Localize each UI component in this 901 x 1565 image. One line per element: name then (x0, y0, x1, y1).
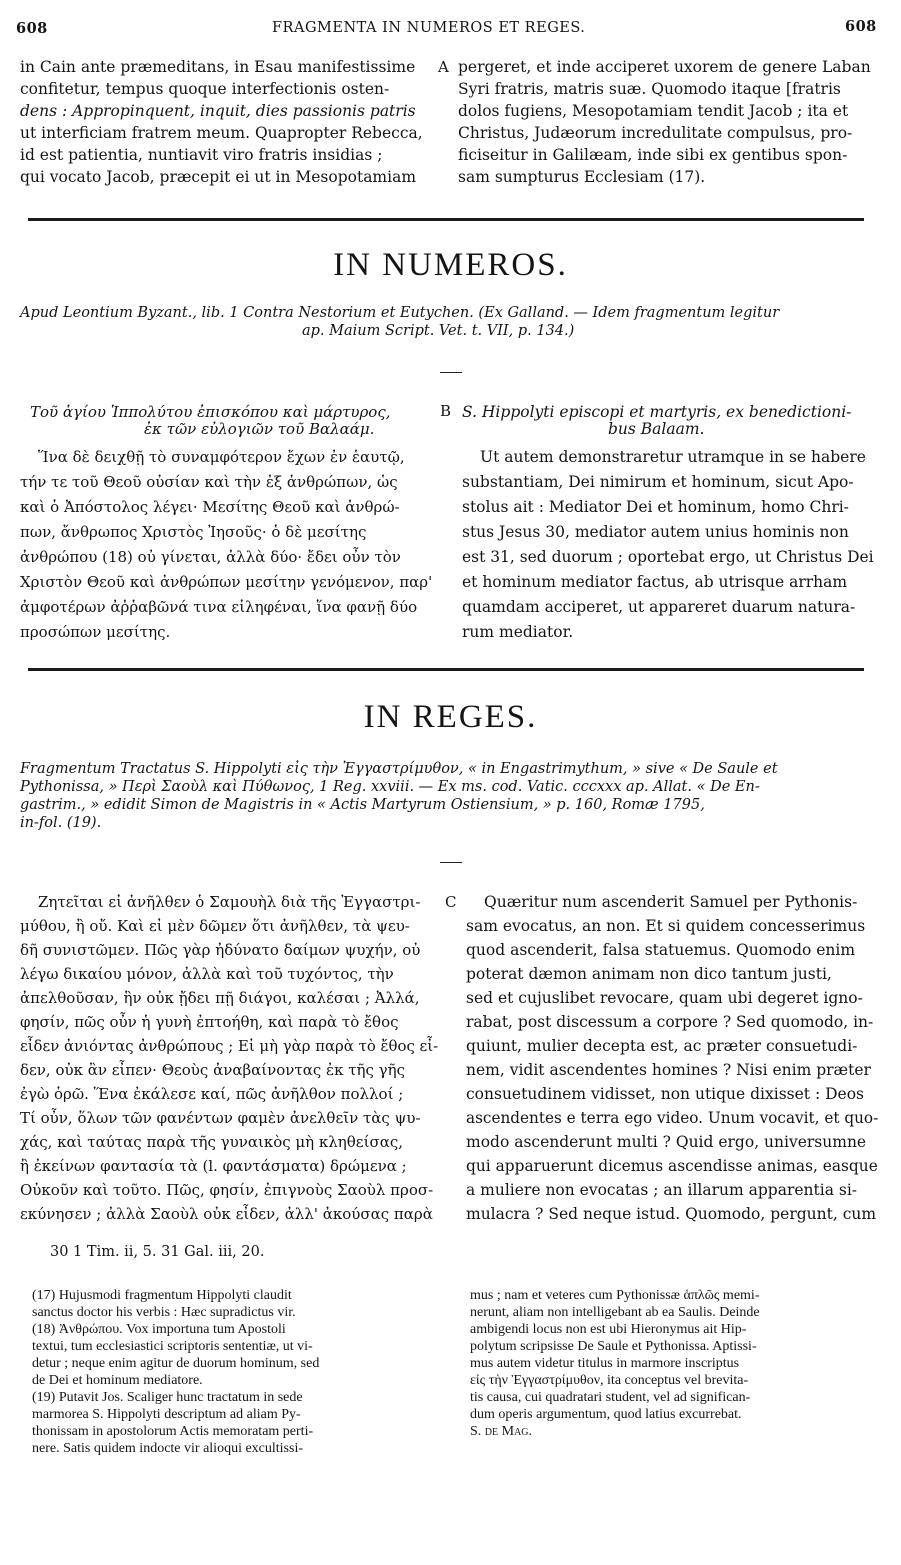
greek-heading: Τοῦ ἁγίου Ἱππολύτου ἐπισκόπου καὶ μάρτυρος, (30, 403, 391, 421)
greek-line: δῆ συνιστῶμεν. Πῶς γὰρ ἠδύνατο δαίμων ψυχήν, οὐ (20, 941, 421, 959)
greek-line: ἀνθρώπου (18) οὐ γίνεται, ἀλλὰ δύο· ἔδει οὖν τὸν (20, 548, 401, 566)
text-line: dolos fugiens, Mesopotamiam tendit Jacob ; ita et (458, 102, 849, 120)
latin-line: substantiam, Dei nimirum et hominum, sicut Apo- (462, 473, 854, 491)
latin-line: poterat dæmon animam non dico tantum justi, (466, 965, 832, 983)
latin-line: Ut autem demonstraretur utramque in se habere (480, 448, 866, 466)
footnote-line: nere. Satis quidem indocte vir alioqui excultissi- (32, 1441, 303, 1456)
footnote-line: sanctus doctor his verbis : Hæc supradictus vir. (32, 1305, 296, 1320)
latin-line: ascendentes e terra ego video. Unum vocavit, et quo- (466, 1109, 879, 1127)
greek-line: προσώπων μεσίτης. (20, 623, 171, 641)
greek-line: εἶδεν ἀνιόντας ἀνθρώπους ; Εἰ μὴ γὰρ παρὰ τὸ ἔθος εἶ- (20, 1037, 439, 1055)
greek-line: φησίν, πῶς οὖν ἡ γυνὴ ἐπτοήθη, καὶ παρὰ τὸ ἔθος (20, 1013, 399, 1031)
footnote-line: ambigendi locus non est ubi Hieronymus ait Hip- (470, 1322, 747, 1337)
column-marker-a: A (438, 58, 449, 76)
latin-heading: S. Hippolyti episcopi et martyris, ex benedictioni- (462, 403, 852, 421)
text-line: ut interficiam fratrem meum. Quapropter Rebecca, (20, 124, 423, 142)
greek-heading: ἐκ τῶν εὐλογιῶν τοῦ Βαλαάμ. (144, 420, 375, 438)
latin-line: a muliere non evocatas ; an illarum apparentia si- (466, 1181, 858, 1199)
greek-line: ἢ ἐκείνων φαντασία τὰ (l. φαντάσματα) δρώμενα ; (20, 1157, 407, 1175)
separator-dash (440, 372, 462, 373)
running-title: FRAGMENTA IN NUMEROS ET REGES. (272, 20, 586, 36)
section-rule (28, 668, 864, 671)
footnote-line: marmorea S. Hippolyti descriptum ad aliam Py- (32, 1407, 301, 1422)
footnote-line: detur ; neque enim agitur de duorum hominum, sed (32, 1356, 320, 1371)
footnote-line: (17) Hujusmodi fragmentum Hippolyti claudit (32, 1288, 292, 1303)
greek-line: μύθου, ἢ οὔ. Καὶ εἰ μὲν δῶμεν ὅτι ἀνῆλθεν, τὰ ψευ- (20, 917, 410, 935)
footnote-line: polytum scripsisse De Saule et Pythonissa. Aptissi- (470, 1339, 757, 1354)
text-line: confitetur, tempus quoque interfectionis osten- (20, 80, 390, 98)
latin-line: quod ascenderit, falsa statuemus. Quomodo enim (466, 941, 856, 959)
separator-dash (440, 862, 462, 863)
latin-line: qui apparuerunt dicemus ascendisse animas, easque (466, 1157, 878, 1175)
greek-line: εκύνησεν ; ἀλλὰ Σαοὺλ οὐκ εἶδεν, ἀλλ' ἀκούσας παρὰ (20, 1205, 433, 1223)
latin-line: quiunt, mulier decepta est, ac præter consuetudi- (466, 1037, 858, 1055)
footnote-line: thonissam in apostolorum Actis memoratam perti- (32, 1424, 314, 1439)
latin-line: quamdam acciperet, ut appareret duarum natura- (462, 598, 856, 616)
text-line: Syri fratris, matris suæ. Quomodo itaque [fratris (458, 80, 841, 98)
section-title-reges: IN REGES. (363, 699, 538, 735)
latin-line: sam evocatus, an non. Et si quidem concesserimus (466, 917, 866, 935)
footnote-line: tis causa, cui quadratari student, vel ad significan- (470, 1390, 751, 1405)
source-note: ap. Maium Script. Vet. t. VII, p. 134.) (302, 323, 575, 339)
footnote-signature: S. de Mag. (470, 1424, 533, 1439)
section-rule (28, 218, 864, 221)
greek-line: τήν τε τοῦ Θεοῦ οὐσίαν καὶ τὴν ἐξ ἀνθρώπων, ὡς (20, 473, 398, 491)
footnote-line: mus autem videtur titulus in marmore inscriptus (470, 1356, 740, 1371)
footnote-line: nerunt, aliam non intelligebant ab ea Saulis. Deinde (470, 1305, 760, 1320)
latin-line: modo ascenderunt multi ? Quid ergo, universumne (466, 1133, 867, 1151)
text-line: pergeret, et inde acciperet uxorem de genere Laban (458, 58, 871, 76)
source-note: in-fol. (19). (20, 815, 102, 831)
text-line: in Cain ante præmeditans, in Esau manifestissime (20, 58, 416, 76)
source-note: Pythonissa, » Περὶ Σαοὺλ καὶ Πύθωνος, 1 Reg. xxviii. — Ex ms. cod. Vatic. cccxxx ap. Allat. « De En- (20, 779, 760, 795)
greek-line: ἀμφοτέρων ἀῤῥαβῶνά τινα εἰληφέναι, ἵνα φανῇ δύο (20, 598, 418, 616)
section-title-numeros: IN NUMEROS. (333, 247, 568, 283)
column-marker-b: B (440, 402, 452, 420)
latin-line: rabat, post discessum a corpore ? Sed quomodo, in- (466, 1013, 874, 1031)
greek-line: δεν, οὐκ ἂν εἶπεν· Θεοὺς ἀναβαίνοντας ἐκ τῆς γῆς (20, 1061, 406, 1079)
latin-line: consuetudinem vidisset, non utique dixisset : Deos (466, 1085, 864, 1103)
greek-line: Ζητεῖται εἰ ἀνῆλθεν ὁ Σαμουὴλ διὰ τῆς Ἐγγαστρι- (38, 893, 421, 911)
footnote-line: dum operis argumentum, quod latius excurrebat. (470, 1407, 742, 1422)
latin-line: stolus ait : Mediator Dei et hominum, homo Chri- (462, 498, 849, 516)
page-number-right: 608 (845, 18, 877, 35)
footnote-line: εἰς τὴν Ἐγγαστρίμυθον, ita conceptus vel brevita- (470, 1373, 749, 1388)
footnote-line: de Dei et hominum mediatore. (32, 1373, 203, 1388)
source-note: gastrim., » edidit Simon de Magistris in « Actis Martyrum Ostiensium, » p. 160, Romæ 1795, (20, 797, 705, 813)
text-line: dens : Appropinquent, inquit, dies passionis patris (20, 102, 416, 120)
footnote-line: textui, tum ecclesiastici scriptoris sententiæ, ut vi- (32, 1339, 313, 1354)
greek-line: πων, ἄνθρωπος Χριστὸς Ἰησοῦς· ὁ δὲ μεσίτης (20, 523, 367, 541)
latin-heading: bus Balaam. (608, 420, 705, 438)
latin-line: nem, vidit ascendentes homines ? Nisi enim præter (466, 1061, 871, 1079)
source-note: Apud Leontium Byzant., lib. 1 Contra Nestorium et Eutychen. (Ex Galland. — Idem fragmentum legitur (20, 305, 780, 321)
greek-line: Οὐκοῦν καὶ τοῦτο. Πῶς, φησίν, ἐπιγνοὺς Σαοὺλ προσ- (20, 1181, 434, 1199)
footnote-line: (19) Putavit Jos. Scaliger hunc tractatum in sede (32, 1390, 303, 1405)
latin-line: mulacra ? Sed neque istud. Quomodo, pergunt, cum (466, 1205, 877, 1223)
text-line: ficiseitur in Galilæam, inde sibi ex gentibus spon- (458, 146, 848, 164)
greek-line: ἐγὼ ὁρῶ. Ἕνα ἐκάλεσε καί, πῶς ἀνῆλθον πολλοί ; (20, 1085, 404, 1103)
text-line: id est patientia, nuntiavit viro fratris insidias ; (20, 146, 383, 164)
greek-line: Ἵνα δὲ δειχθῇ τὸ συναμφότερον ἔχων ἐν ἑαυτῷ, (38, 448, 405, 466)
text-line: qui vocato Jacob, præcepit ei ut in Mesopotamiam (20, 168, 417, 186)
latin-line: stus Jesus 30, mediator autem unius hominis non (462, 523, 849, 541)
greek-line: χάς, καὶ ταύτας παρὰ τῆς γυναικὸς μὴ κληθείσας, (20, 1133, 403, 1151)
column-marker-c: C (445, 893, 457, 911)
latin-line: Quæritur num ascenderit Samuel per Pythonis- (484, 893, 858, 911)
footnote-line: (18) Ἀνθρώπου. Vox importuna tum Apostoli (32, 1322, 286, 1337)
greek-line: λέγω δικαίου μόνον, ἀλλὰ καὶ τοῦ τυχόντος, τὴν (20, 965, 394, 983)
latin-line: sed et cujuslibet revocare, quam ubi degeret igno- (466, 989, 863, 1007)
source-note: Fragmentum Tractatus S. Hippolyti εἰς τὴν Ἐγγαστρίμυθον, « in Engastrimythum, » sive « De Saule et (20, 761, 778, 777)
latin-line: et hominum mediator factus, ab utrisque arrham (462, 573, 848, 591)
footnote-line: mus ; nam et veteres cum Pythonissæ ἁπλῶς memi- (470, 1288, 760, 1303)
bible-references: 30 1 Tim. ii, 5. 31 Gal. iii, 20. (50, 1244, 265, 1260)
greek-line: καὶ ὁ Ἀπόστολος λέγει· Μεσίτης Θεοῦ καὶ ἀνθρώ- (20, 498, 400, 516)
latin-line: rum mediator. (462, 623, 574, 641)
page-number-left: 608 (16, 20, 48, 37)
greek-line: Τί οὖν, ὅλων τῶν φανέντων φαμὲν ἀνελθεῖν τὰς ψυ- (20, 1109, 421, 1127)
text-line: sam sumpturus Ecclesiam (17). (458, 168, 706, 186)
latin-line: est 31, sed duorum ; oportebat ergo, ut Christus Dei (462, 548, 874, 566)
text-line: Christus, Judæorum incredulitate compulsus, pro- (458, 124, 853, 142)
greek-line: ἀπελθοῦσαν, ἣν οὐκ ᾔδει πῇ διάγοι, καλέσαι ; Ἀλλά, (20, 989, 420, 1007)
greek-line: Χριστὸν Θεοῦ καὶ ἀνθρώπων μεσίτην γενόμενον, παρ' (20, 573, 433, 591)
